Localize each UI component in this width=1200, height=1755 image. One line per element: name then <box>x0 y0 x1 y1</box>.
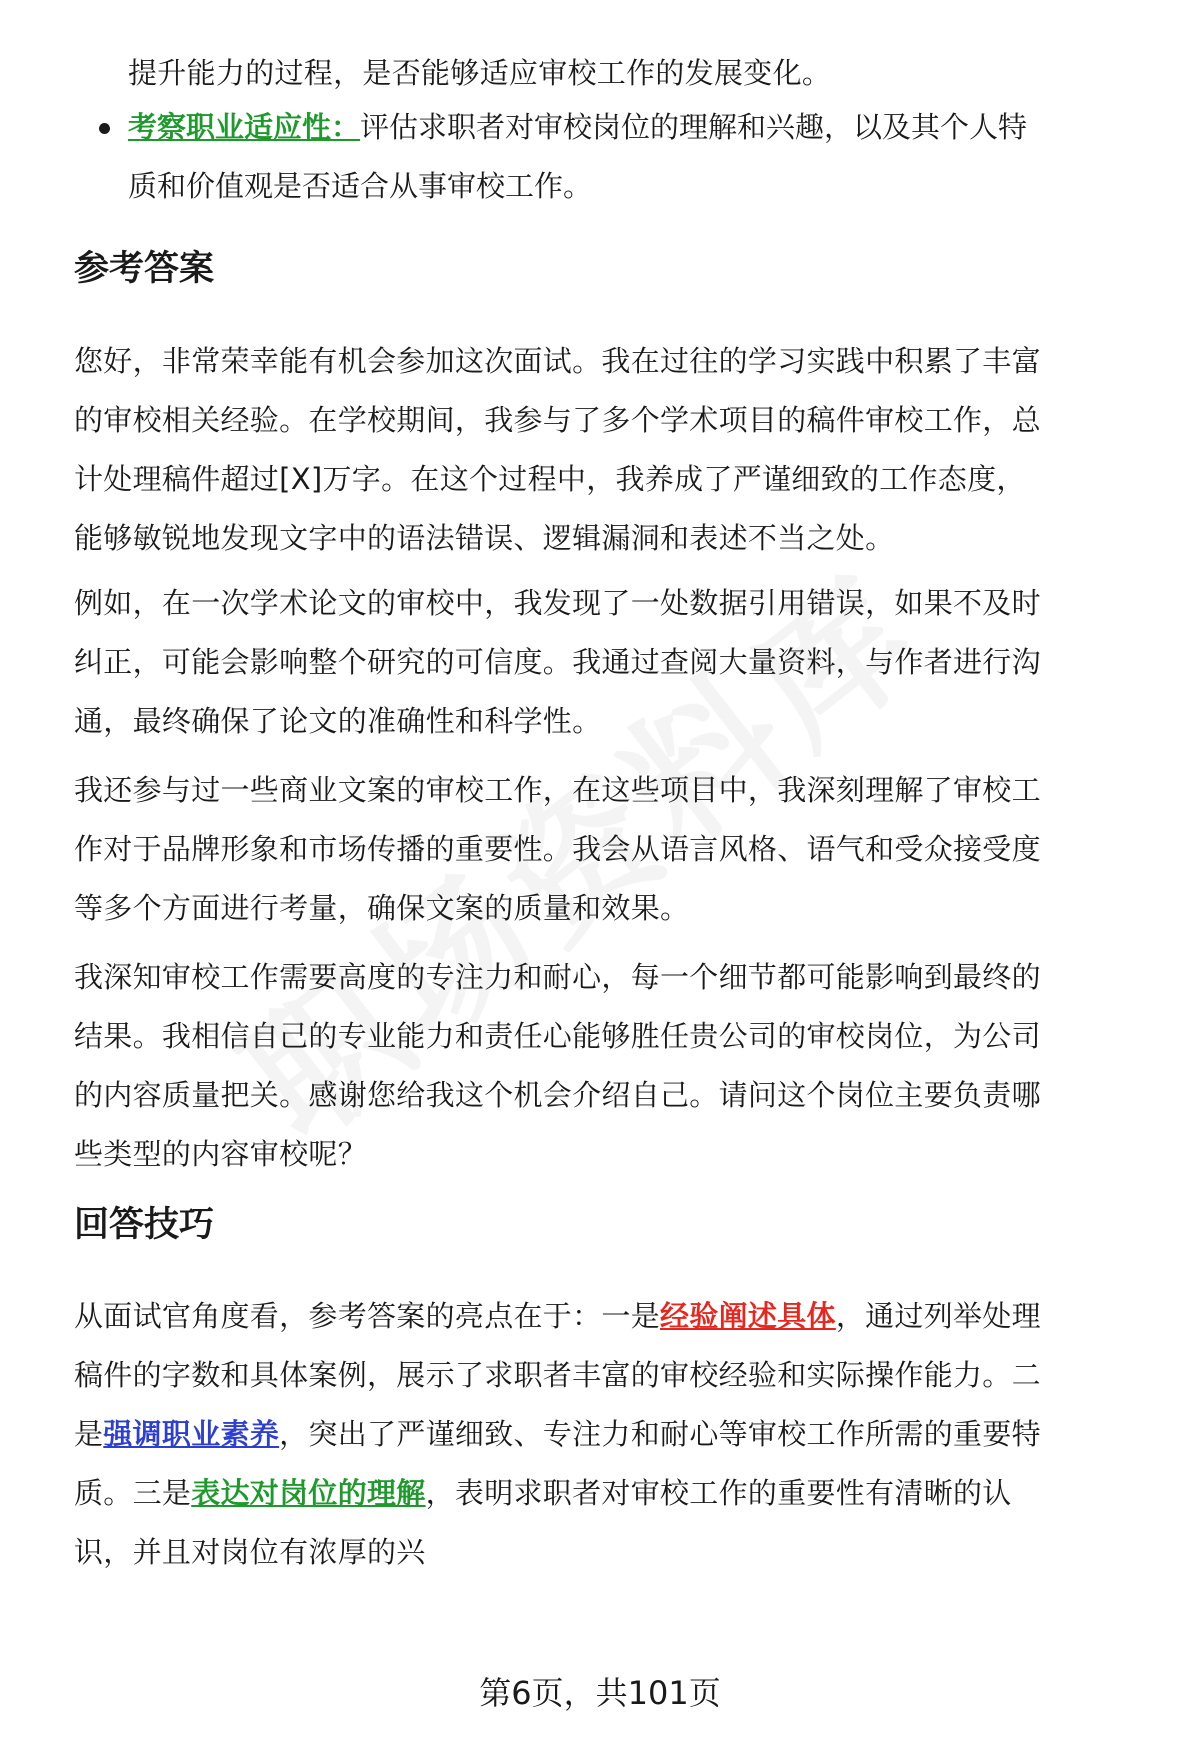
tips-text-1: 从面试官角度看，参考答案的亮点在于：一是 <box>74 1299 661 1333</box>
bullet-text: 评估求职者对审校岗位的理解和兴趣，以及其个人特质和价值观是否适合从事审校工作。 <box>128 110 1028 203</box>
bullet-dot-icon <box>99 123 110 134</box>
tips-text-2: ，通过列举处理稿件的字数和具体案例，展示了求职者丰富的审校经验和实际操作能力。二是 <box>74 1299 1041 1451</box>
highlight-professionalism: 强调职业素养 <box>103 1417 280 1451</box>
highlight-experience: 经验阐述具体 <box>660 1299 836 1333</box>
tips-text-4: ，表明求职者对审校工作的重要性有清晰的认识，并且对岗位有浓厚的兴 <box>74 1476 1012 1569</box>
page-number: 第6页，共101页 <box>479 1674 721 1712</box>
bullet-text-block <box>74 98 1048 216</box>
answer-paragraph-4: 我深知审校工作需要高度的专注力和耐心，每一个细节都可能影响到最终的结果。我相信自己的专业能力和责任心能够胜任贵公司的审校岗位，为公司的内容质量把关。感谢您给我这个机会介绍自己。请问这个岗位主要负责哪些类型的内容审校呢？ <box>74 960 1041 1171</box>
bullet-item <box>74 98 1164 216</box>
answer-paragraph-1: 您好，非常荣幸能有机会参加这次面试。我在过往的学习实践中积累了丰富的审校相关经验。在学校期间，我参与了多个学术项目的稿件审校工作，总计处理稿件超过[X]万字。在这个过程中，我养成了严谨细致的工作态度，能够敏锐地发现文字中的语法错误、逻辑漏洞和表述不当之处。 <box>74 344 1041 555</box>
continued-line: 提升能力的过程，是否能够适应审校工作的发展变化。 <box>128 56 832 90</box>
section-heading-tips: 回答技巧 <box>74 1205 215 1245</box>
section-heading-answer: 参考答案 <box>74 249 215 289</box>
answer-paragraph-3: 我还参与过一些商业文案的审校工作，在这些项目中，我深刻理解了审校工作对于品牌形象和市场传播的重要性。我会从语言风格、语气和受众接受度等多个方面进行考量，确保文案的质量和效果。 <box>74 773 1041 925</box>
bullet-label: 考察职业适应性： <box>128 110 361 144</box>
tips-text-3: ，突出了严谨细致、专注力和耐心等审校工作所需的重要特质。三是 <box>74 1417 1041 1510</box>
highlight-understanding: 表达对岗位的理解 <box>191 1476 426 1510</box>
answer-paragraph-2: 例如，在一次学术论文的审校中，我发现了一处数据引用错误，如果不及时纠正，可能会影响整个研究的可信度。我通过查阅大量资料，与作者进行沟通，最终确保了论文的准确性和科学性。 <box>74 586 1041 738</box>
tips-paragraph <box>74 1287 1049 1582</box>
